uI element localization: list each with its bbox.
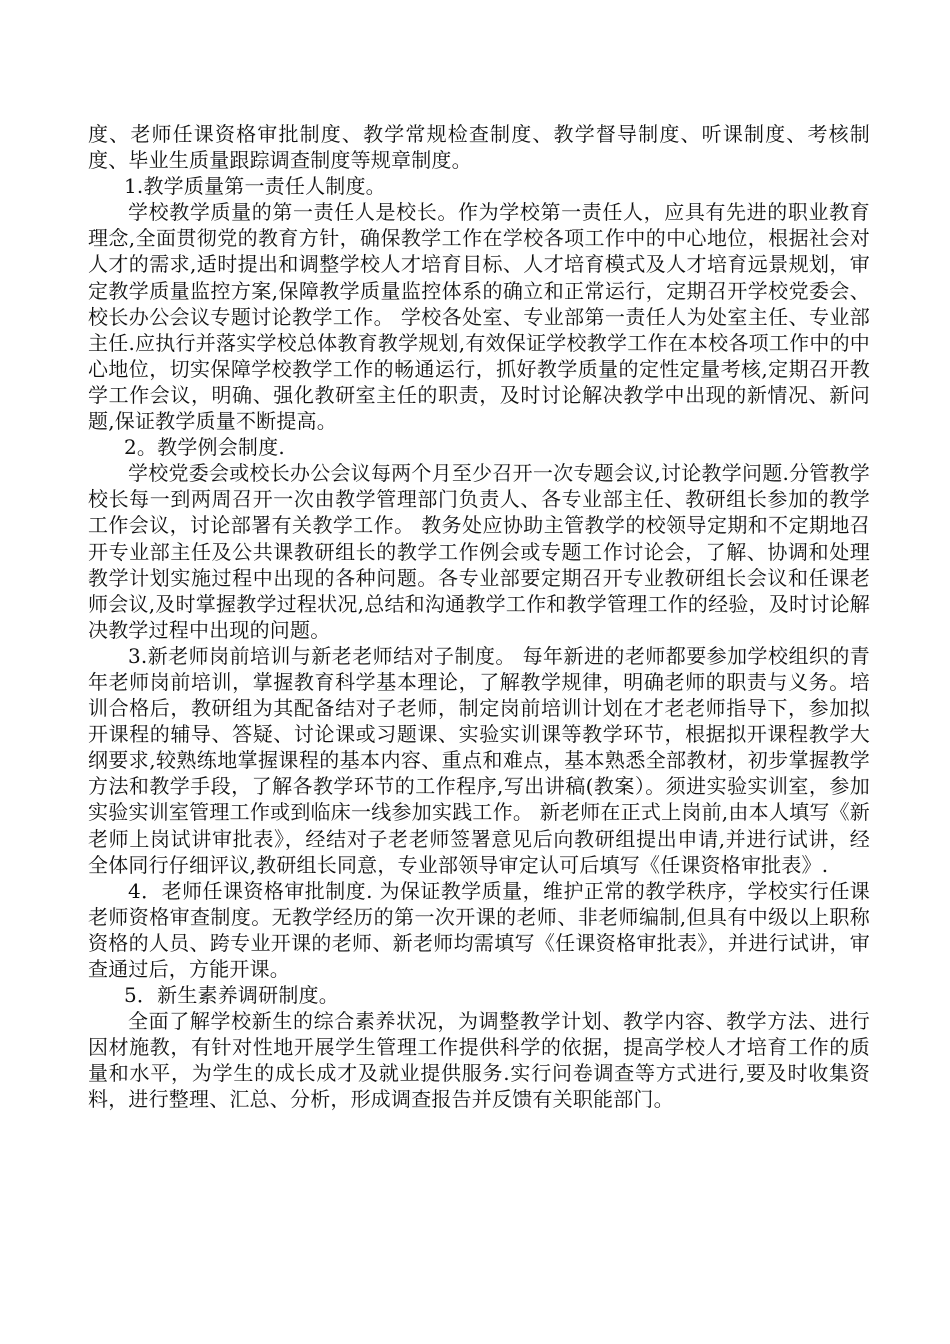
paragraph-section-3: 3.新老师岗前培训与新老老师结对子制度。 每年新进的老师都要参加学校组织的青年老师岗前培训，掌握教育科学基本理论，了解教学规律，明确老师的职责与义务。培训合格后，教研组为其配备结对子老师，制定岗前培训计划在才老老师指导下，参加拟开课程的辅导、答疑、讨论课或习题课、实验实训课等教学环节，根据拟开课程教学大纲要求,较熟练地掌握课程的基本内容、重点和难点，基本熟悉全部教材，初步掌握教学方法和教学手段，了解各教学环节的工作程序,写出讲稿(教案）。须进实验实训室，参加实验实训室管理工作或到临床一线参加实践工作。 新老师在正式上岗前,由本人填写《新老师上岗试讲审批表》，经结对子老老师签署意见后向教研组提出申请,并进行试讲，经全体同行仔细评议,教研组长同意，专业部领导审定认可后填写《任课资格审批表》. <box>88 643 870 877</box>
section-heading-2: 2。教学例会制度. <box>124 435 285 460</box>
paragraph-section-1: 学校教学质量的第一责任人是校长。作为学校第一责任人，应具有先进的职业教育理念,全面贯彻党的教育方针，确保教学工作在学校各项工作中的中心地位，根据社会对人才的需求,适时提出和调整学校人才培育目标、人才培育模式及人才培育远景规划，审定教学质量监控方案,保障教学质量监控体系的确立和正常运行，定期召开学校党委会、校长办公会议专题讨论教学工作。 学校各处室、专业部第一责任人为处室主任、专业部主任.应执行并落实学校总体教育教学规划,有效保证学校教学工作在本校各项工作中的中心地位，切实保障学校教学工作的畅通运行，抓好教学质量的定性定量考核,定期召开教学工作会议，明确、强化教研室主任的职责，及时讨论解决教学中出现的新情况、新问题,保证教学质量不断提高。 <box>88 200 870 434</box>
paragraph-section-2: 学校党委会或校长办公会议每两个月至少召开一次专题会议,讨论教学问题.分管教学校长每一到两周召开一次由教学管理部门负责人、各专业部主任、教研组长参加的教学工作会议，讨论部署有关教学工作。 教务处应协助主管教学的校领导定期和不定期地召开专业部主任及公共课教研组长的教学工作例会或专题工作讨论会，了解、协调和处理教学计划实施过程中出现的各种问题。各专业部要定期召开专业教研组长会议和任课老师会议,及时掌握教学过程状况,总结和沟通教学工作和教学管理工作的经验，及时讨论解决教学过程中出现的问题。 <box>88 461 870 642</box>
document-page <box>88 121 870 1113</box>
section-heading-5: 5．新生素养调研制度。 <box>124 983 339 1008</box>
section-heading-1: 1.教学质量第一责任人制度。 <box>124 174 386 199</box>
paragraph-section-5: 全面了解学校新生的综合素养状况，为调整教学计划、教学内容、教学方法、进行因材施教，有针对性地开展学生管理工作提供科学的依据，提高学校人才培育工作的质量和水平，为学生的成长成才及就业提供服务.实行问卷调查等方式进行,要及时收集资料，进行整理、汇总、分析，形成调查报告并反馈有关职能部门。 <box>88 1009 870 1112</box>
paragraph-continuation: 度、老师任课资格审批制度、教学常规检查制度、教学督导制度、听课制度、考核制度、毕业生质量跟踪调查制度等规章制度。 <box>88 122 870 173</box>
paragraph-section-4: 4．老师任课资格审批制度. 为保证教学质量，维护正常的教学秩序，学校实行任课老师资格审查制度。无教学经历的第一次开课的老师、非老师编制,但具有中级以上职称资格的人员、跨专业开课的老师、新老师均需填写《任课资格审批表》，并进行试讲，审查通过后，方能开课。 <box>88 878 870 981</box>
